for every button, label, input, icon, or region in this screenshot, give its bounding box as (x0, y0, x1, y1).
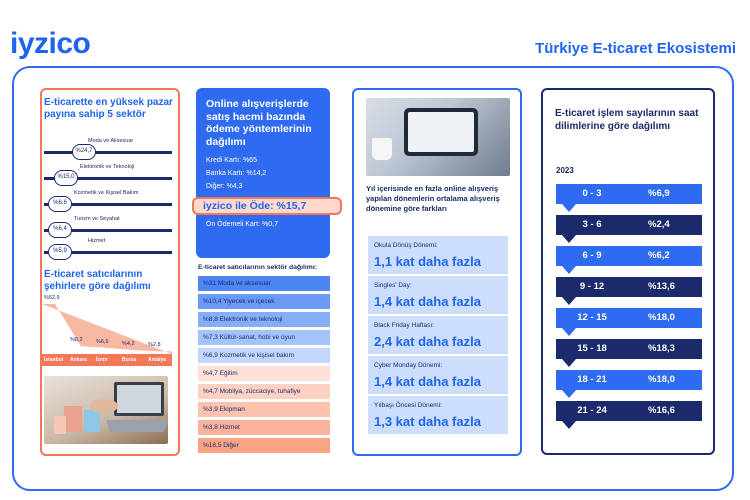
sector-value: %5,9 (48, 244, 72, 260)
hour-row (556, 246, 702, 266)
city-label: Ankara (70, 357, 87, 363)
city-value: %2,8 (148, 342, 161, 349)
sector-bar: %7,3 Kültür-sanat, hobi ve oyun (198, 330, 330, 345)
hour-pointer (562, 266, 576, 274)
period-label: Cyber Monday Dönemi: (374, 362, 443, 369)
payment-title: Online alışverişlerde satış hacmi bazında ödeme yöntemlerinin dağılımı (206, 98, 312, 148)
hour-value: %18,0 (648, 374, 675, 385)
period-value: 2,4 kat daha fazla (374, 334, 481, 349)
city-value: %6,6 (96, 338, 109, 345)
hour-pointer (562, 204, 576, 212)
hour-pointer (562, 297, 576, 305)
sector-bar: %4,7 Mobilya, züccaciye, tuhafiye (198, 384, 330, 399)
sector-row (44, 218, 174, 240)
period-card (368, 356, 508, 394)
hour-range: 0 - 3 (582, 188, 602, 199)
sector-bar: %18,5 Diğer (198, 438, 330, 453)
hour-value: %18,3 (648, 343, 675, 354)
period-label: Okula Dönüş Dönemi: (374, 242, 438, 249)
hour-range: 3 - 6 (582, 219, 602, 230)
hour-value: %6,2 (648, 250, 670, 261)
period-value: 1,1 kat daha fazla (374, 254, 481, 269)
sector-row (44, 140, 174, 162)
payment-item: Diğer: %4,3 (206, 183, 243, 190)
sector-bar: %10,4 Yiyecek ve içecek (198, 294, 330, 309)
hour-range: 21 - 24 (577, 405, 607, 416)
iyzico-logo: iyzico (10, 27, 91, 60)
cities-title: E-ticaret satıcılarının şehirlere göre dağılımı (44, 269, 151, 292)
sector-bar: %3,9 Ekipman (198, 402, 330, 417)
cities-chart (42, 290, 172, 370)
period-value: 1,4 kat daha fazla (374, 294, 481, 309)
period-card (368, 276, 508, 314)
top-sectors-title: E-ticarette en yüksek pazar payına sahip 5 sektör (44, 97, 173, 120)
page-title: Türkiye E-ticaret Ekosistemi (535, 40, 736, 57)
hour-row (556, 277, 702, 297)
tablet-shopping-photo (366, 98, 510, 176)
iyzico-pay-highlight: iyzico ile Öde: %15,7 (192, 197, 342, 215)
payment-item: Kredi Kartı: %65 (206, 157, 257, 164)
period-label: Singles' Day: (374, 282, 412, 289)
city-value: %52,9 (44, 295, 60, 301)
period-label: Black Friday Haftası: (374, 322, 434, 329)
sector-row (44, 166, 174, 188)
sector-label: Kozmetik ve Kişisel Bakım (74, 190, 139, 196)
sector-row (44, 240, 174, 262)
hour-range: 6 - 9 (582, 250, 602, 261)
city-label: Antalya (148, 357, 167, 363)
period-card (368, 236, 508, 274)
seller-sectors-title: E-ticaret satıcılarının sektör dağılımı: (198, 264, 317, 271)
sector-value: %6,4 (48, 222, 72, 238)
hour-value: %18,0 (648, 312, 675, 323)
city-value: %8,2 (70, 337, 83, 344)
sector-value: %15,0 (54, 170, 78, 186)
hour-row (556, 370, 702, 390)
period-card (368, 396, 508, 434)
city-label: İzmir (96, 357, 108, 363)
sector-bar: %31 Moda ve aksesuar (198, 276, 330, 291)
hour-range: 18 - 21 (577, 374, 607, 385)
period-label: Yılbaşı Öncesi Dönemi: (374, 402, 442, 409)
sector-bar: %8,8 Elektronik ve teknoloji (198, 312, 330, 327)
hour-row (556, 308, 702, 328)
sector-row (44, 192, 174, 214)
sector-label: Turizm ve Seyahat (74, 216, 120, 222)
sector-value: %24,7 (72, 144, 96, 160)
sector-bar: %3,8 Hizmet (198, 420, 330, 435)
shopping-laptop-photo (44, 376, 168, 444)
period-card (368, 316, 508, 354)
city-label: İstanbul (44, 357, 64, 363)
city-value: %4,2 (122, 341, 135, 348)
hour-row (556, 339, 702, 359)
payment-item: Banka Kartı: %14,2 (206, 170, 267, 177)
hour-pointer (562, 235, 576, 243)
hour-pointer (562, 390, 576, 398)
hour-row (556, 401, 702, 421)
hour-range: 12 - 15 (577, 312, 607, 323)
sector-bar: %6,9 Kozmetik ve kişisel bakım (198, 348, 330, 363)
hour-pointer (562, 421, 576, 429)
city-label: Bursa (122, 357, 137, 363)
hour-row (556, 215, 702, 235)
sector-bar: %4,7 Eğitim (198, 366, 330, 381)
hours-title: E-ticaret işlem sayılarının saat dilimlerine göre dağılımı (555, 108, 699, 132)
hour-value: %16,6 (648, 405, 675, 416)
period-value: 1,3 kat daha fazla (374, 414, 481, 429)
sector-label: Moda ve Aksesuar (88, 138, 134, 144)
hour-row (556, 184, 702, 204)
sector-value: %6,6 (48, 196, 72, 212)
hour-range: 15 - 18 (577, 343, 607, 354)
payment-item: Ön Ödemeli Kart: %0,7 (206, 221, 278, 228)
hour-pointer (562, 359, 576, 367)
hour-value: %6,9 (648, 188, 670, 199)
hours-year: 2023 (556, 166, 574, 175)
period-value: 1,4 kat daha fazla (374, 374, 481, 389)
sector-label: Hizmet (88, 238, 106, 244)
hour-value: %2,4 (648, 219, 670, 230)
sector-label: Elektronik ve Teknoloji (80, 164, 135, 170)
hour-range: 9 - 12 (579, 281, 605, 292)
hour-value: %13,6 (648, 281, 675, 292)
periods-title: Yıl içerisinde en fazla online alışveriş yapılan dönemlerin ortalama alışveriş dönemine göre farkları (366, 184, 500, 213)
hour-pointer (562, 328, 576, 336)
